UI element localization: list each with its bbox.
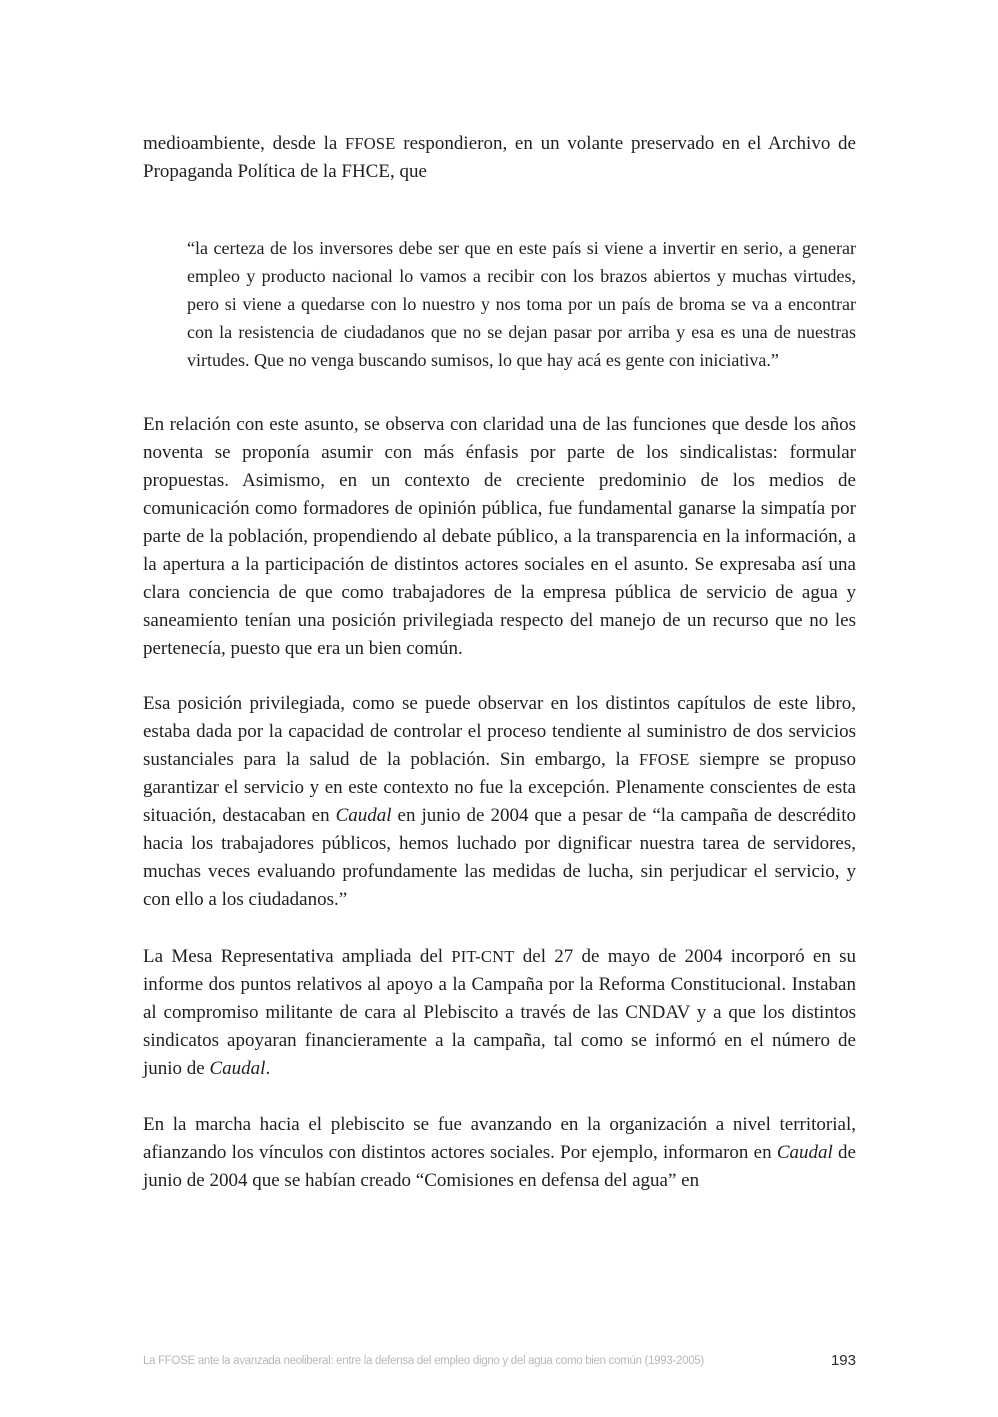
text-segment: del 27 de mayo de 2004 incorporó en su informe dos puntos relativos al apoyo a la Campaña por la Reforma Constitucional. Instaban al compromiso militante de cara al Plebiscito a través de las CNDAV y a que los distintos sindicatos apoyaran financieramente a la campaña, tal como se informó en el número de junio de	[143, 946, 856, 1079]
paragraph-text	[143, 411, 856, 663]
block-quote	[187, 216, 856, 392]
text-segment: Esa posición privilegiada, como se puede observar en los distintos capítulos de este libro, estaba dada por la capacidad de controlar el proceso tendiente al suministro de dos servicios sustanciales para la salud de la población. Sin embargo, la	[143, 693, 856, 770]
text-segment: medioambiente, desde la	[143, 133, 346, 154]
body-paragraph	[143, 943, 856, 1083]
text-segment: En la marcha hacia el plebiscito se fue avanzando en la organización a nivel territorial, afianzando los vínculos con distintos actores sociales. Por ejemplo, informaron en	[143, 1114, 856, 1163]
paragraph-text	[143, 690, 856, 914]
running-footer-title: La FFOSE ante la avanzada neoliberal: entre la defensa del empleo digno y del agua como bien común (1993-2005)	[143, 1355, 704, 1367]
acronym: FFOSE	[345, 134, 396, 153]
text-segment: respondieron, en un volante preservado en el Archivo de Propaganda Política de la FHCE, que	[143, 133, 856, 182]
page-number: 193	[830, 1352, 856, 1369]
italic-title: Caudal	[209, 1058, 266, 1079]
body-paragraph	[143, 1111, 856, 1195]
paragraph-text	[143, 1111, 856, 1195]
text-segment: “la certeza de los inversores debe ser que en este país si viene a invertir en serio, a generar empleo y producto nacional lo vamos a recibir con los brazos abiertos y muchas virtudes, pero si viene a quedarse con lo nuestro y nos toma por un país de broma se va a encontrar con la resistencia de ciudadanos que no se dejan pasar por arriba y esa es una de nuestras virtudes. Que no venga buscando sumisos, lo que hay acá es gente con iniciativa.”	[187, 238, 856, 370]
paragraph-text	[143, 130, 856, 186]
text-segment: en junio de 2004 que a pesar de “la campaña de descrédito hacia los trabajadores públicos, hemos luchado por dignificar nuestra tarea de servidores, muchas veces evaluando profundamente las medidas de lucha, sin perjudicar el servicio, y con ello a los ciudadanos.”	[143, 805, 856, 910]
text-segment: La Mesa Representativa ampliada del	[143, 946, 452, 967]
text-segment: de junio de 2004 que se habían creado “Comisiones en defensa del agua” en	[143, 1142, 856, 1191]
text-segment: .	[265, 1058, 271, 1079]
italic-title: Caudal	[776, 1142, 833, 1163]
acronym: PIT-CNT	[451, 947, 515, 966]
body-paragraph	[143, 130, 856, 186]
acronym: FFOSE	[639, 750, 690, 769]
text-segment: En relación con este asunto, se observa con claridad una de las funciones que desde los años noventa se proponía asumir con más énfasis por parte de los sindicalistas: formular propuestas. Asimismo, en un contexto de creciente predominio de los medios de comunicación como formadores de opinión pública, fue fundamental ganarse la simpatía por parte de la población, propendiendo al debate público, a la transparencia en la información, a la apertura a la participación de distintos actores sociales en el asunto. Se expresaba así una clara conciencia de que como trabajadores de la empresa pública de servicio de agua y saneamiento tenían una posición privilegiada respecto del manejo de un recurso que no les pertenecía, puesto que era un bien común.	[143, 414, 856, 659]
italic-title: Caudal	[335, 805, 392, 826]
quote-text	[187, 234, 856, 374]
text-segment: siempre se propuso garantizar el servicio y en este contexto no fue la excepción. Plenamente conscientes de esta situación, destacaban en	[143, 749, 856, 826]
body-paragraph	[143, 690, 856, 914]
paragraph-text	[143, 943, 856, 1083]
body-paragraph	[143, 411, 856, 663]
